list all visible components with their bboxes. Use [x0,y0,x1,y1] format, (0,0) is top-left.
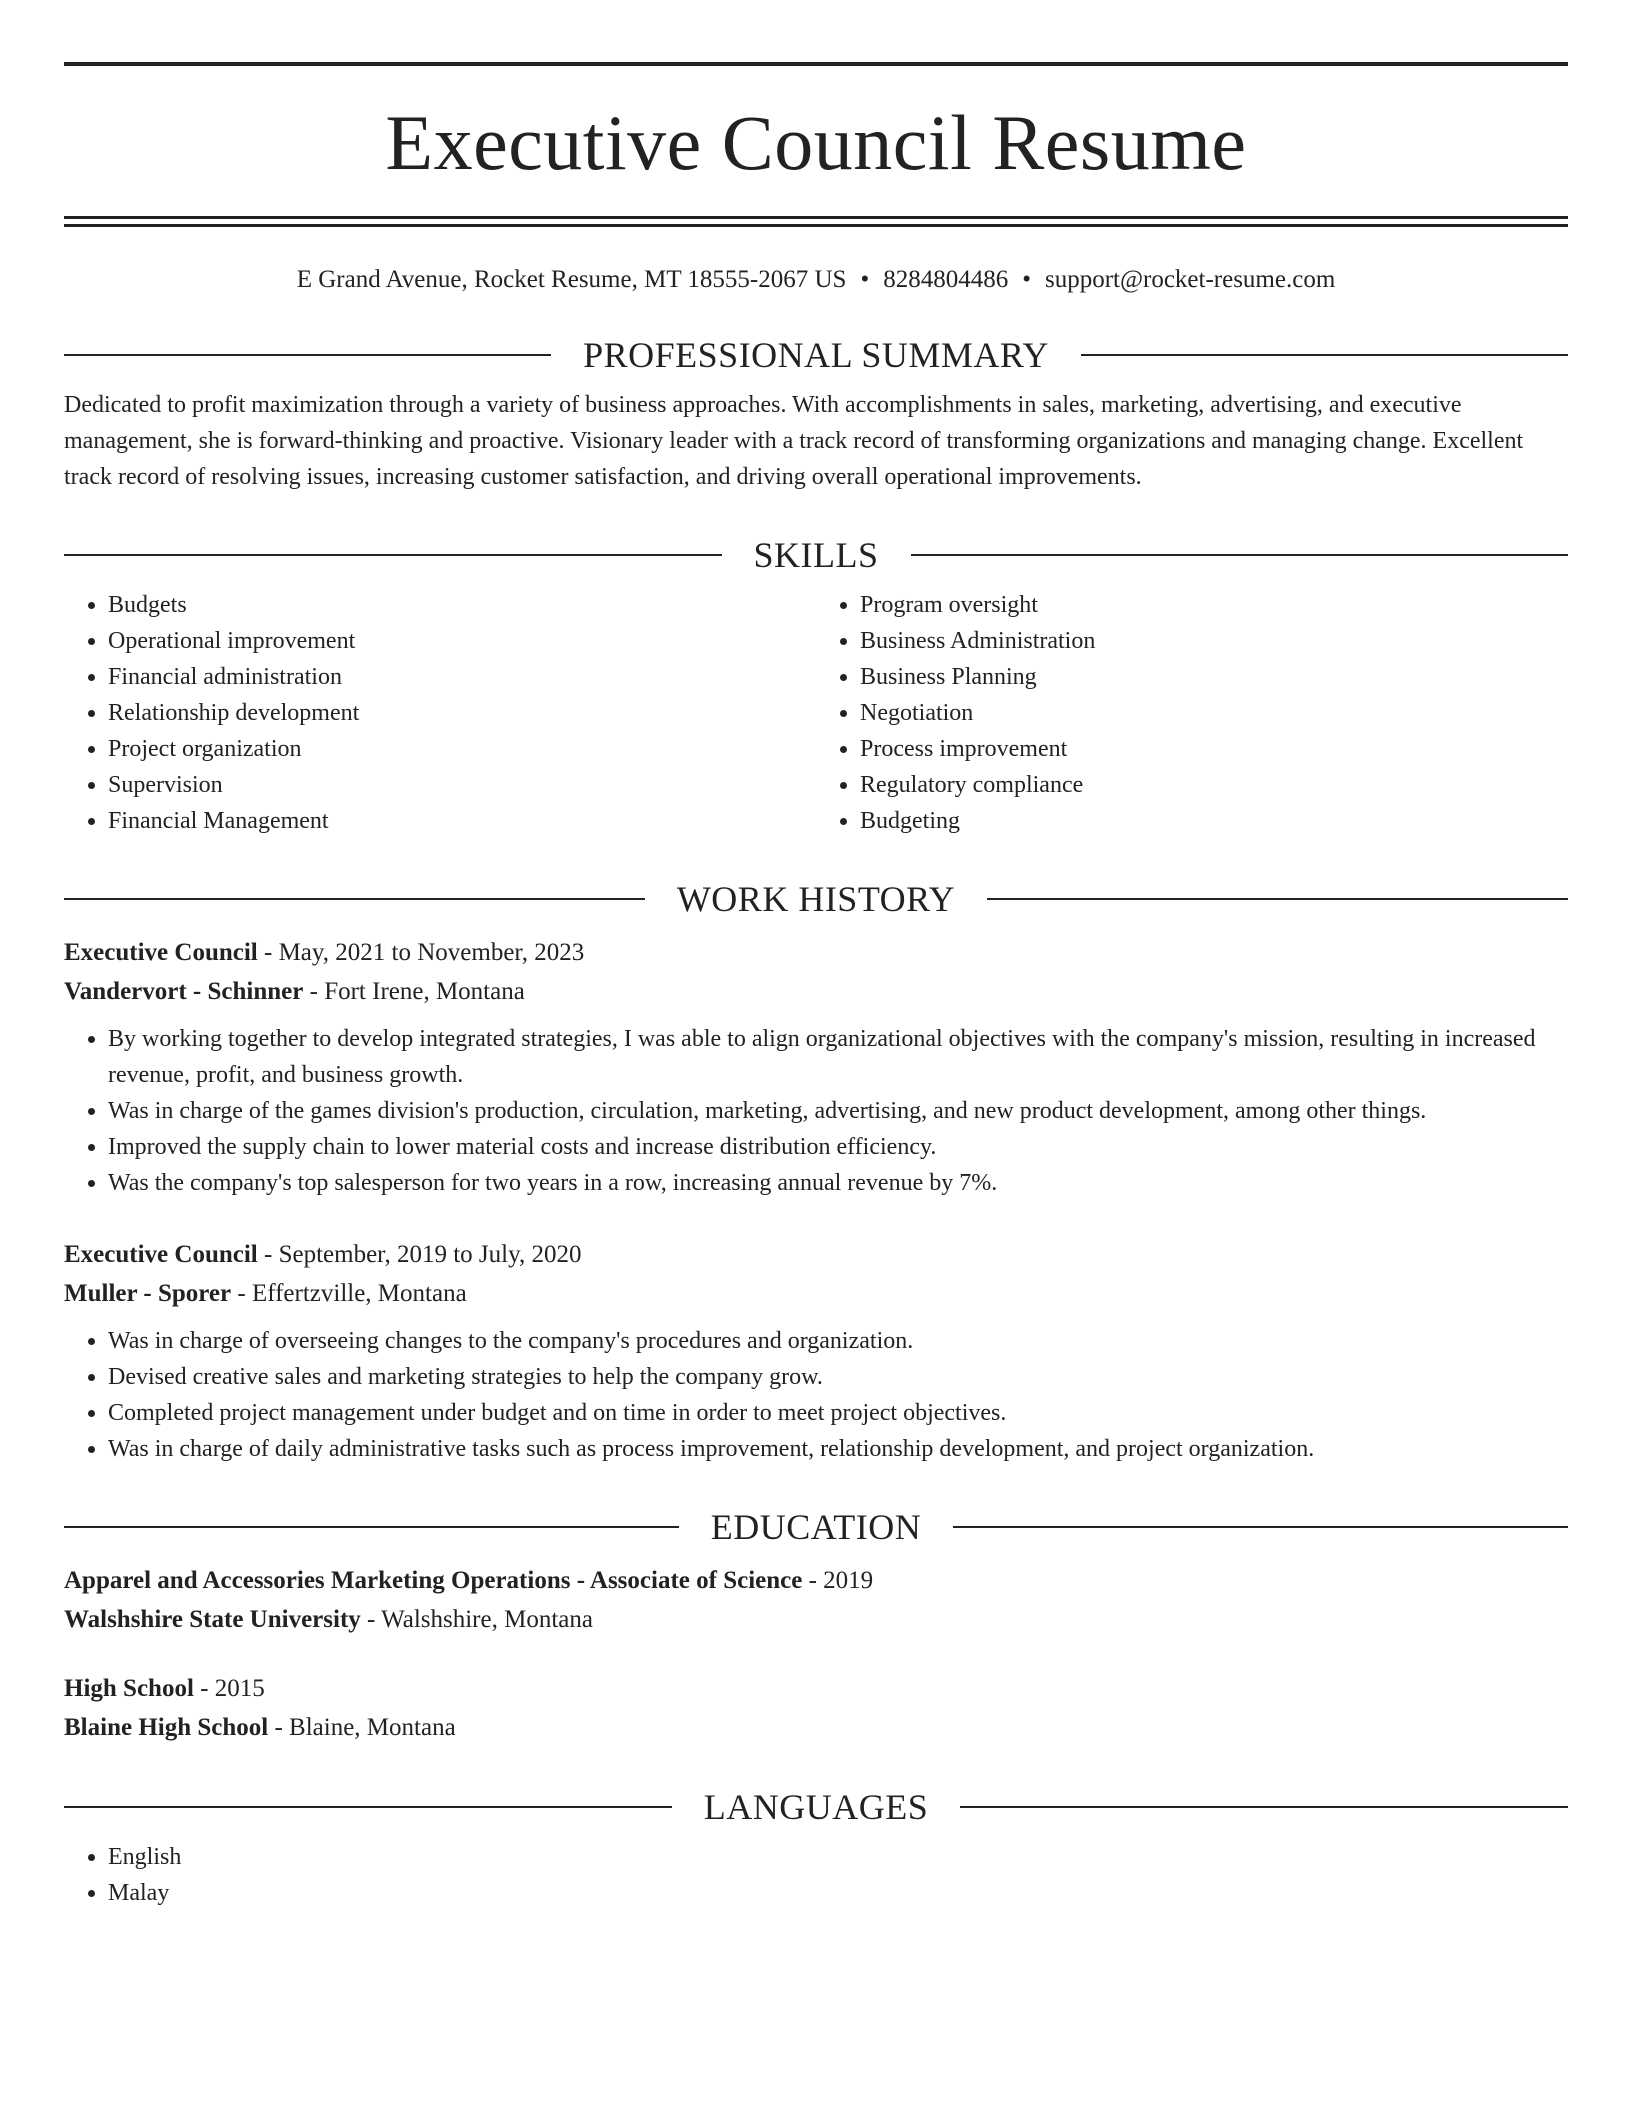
section-heading-work [64,881,1568,917]
heading-rule-left [64,898,645,900]
skill-item: • Financial administration [108,659,816,695]
contact-separator: • [860,266,870,293]
skill-item: • Business Administration [860,623,1568,659]
heading-rule-left [64,354,551,356]
job-title-line: Executive Council - May, 2021 to November, 2023 [64,939,585,966]
school-location: Walshshire, Montana [381,1606,593,1633]
job-bullet: • Was in charge of the games division's production, circulation, marketing, advertising, and new product development, among other things. [108,1093,1568,1129]
skill-item: • Regulatory compliance [860,767,1568,803]
school-line: Blaine High School - Blaine, Montana [64,1714,456,1741]
skill-item: • Budgeting [860,803,1568,839]
job-entry [64,933,1568,1201]
language-item: • Malay [108,1875,1568,1911]
job-location: Effertzville, Montana [251,1280,467,1307]
skill-item: • Financial Management [108,803,816,839]
job-entry [64,1235,1568,1467]
degree-line: Apparel and Accessories Marketing Operations - Associate of Science - 2019 [64,1567,874,1594]
section-heading-languages [64,1789,1568,1825]
job-bullet: • Improved the supply chain to lower material costs and increase distribution efficiency. [108,1129,1568,1165]
contact-line [64,265,1568,295]
heading-rule-right [987,898,1568,900]
education-entry [64,1669,1568,1747]
job-title: Executive Council [64,939,258,966]
degree-line: High School - 2015 [64,1675,265,1702]
job-bullet: • Devised creative sales and marketing strategies to help the company grow. [108,1359,1568,1395]
school-line: Walshshire State University - Walshshire, Montana [64,1606,593,1633]
skill-item: • Supervision [108,767,816,803]
top-rule [64,62,1568,66]
school-name: Blaine High School [64,1714,269,1741]
heading-rule-right [953,1526,1568,1528]
section-title: LANGUAGES [703,1787,929,1827]
job-location: Fort Irene, Montana [324,978,525,1005]
skill-item: • Process improvement [860,731,1568,767]
skill-item: • Relationship development [108,695,816,731]
degree-name: High School [64,1675,194,1702]
heading-rule-right [1081,354,1568,356]
job-bullets [64,1323,1568,1467]
school-location: Blaine, Montana [289,1714,456,1741]
contact-email: support@rocket-resume.com [1044,266,1336,293]
job-title-line: Executive Council - September, 2019 to July, 2020 [64,1241,582,1268]
heading-rule-left [64,554,722,556]
contact-phone: 8284804486 [883,266,1009,293]
section-title: PROFESSIONAL SUMMARY [583,335,1049,375]
skill-item: • Operational improvement [108,623,816,659]
degree-year: 2015 [214,1675,265,1702]
skill-item: • Project organization [108,731,816,767]
degree-year: 2019 [823,1567,874,1594]
heading-rule-left [64,1806,672,1808]
job-bullets [64,1021,1568,1201]
resume-title: Executive Council Resume [385,99,1247,186]
summary-text: Dedicated to profit maximization through a variety of business approaches. With accomplishments in sales, marketing, advertising, and executive management, she is forward-thinking and proactive. Visionary leader with a track record of transforming organizations and managing change. Excellent track record of resolving issues, increasing customer satisfaction, and driving overall operational improvements. [64,392,1524,490]
job-bullet: • By working together to develop integrated strategies, I was able to align organizational objectives with the company's mission, resulting in increased revenue, profit, and business growth. [108,1021,1568,1093]
job-company-line: Muller - Sporer - Effertzville, Montana [64,1280,467,1307]
job-bullet: • Was the company's top salesperson for two years in a row, increasing annual revenue by 7%. [108,1165,1568,1201]
skill-item: • Budgets [108,587,816,623]
section-heading-summary [64,337,1568,373]
skill-item: • Business Planning [860,659,1568,695]
section-title: SKILLS [753,535,879,575]
section-heading-skills [64,537,1568,573]
heading-rule-left [64,1526,679,1528]
heading-rule-right [911,554,1569,556]
language-item: • English [108,1839,1568,1875]
job-dates: May, 2021 to November, 2023 [278,939,585,966]
job-dates: September, 2019 to July, 2020 [278,1241,582,1268]
job-bullet: • Completed project management under budget and on time in order to meet project objectives. [108,1395,1568,1431]
skills-list-right [816,587,1568,839]
skills-grid [64,587,1568,839]
job-title: Executive Council [64,1241,258,1268]
contact-separator: • [1022,266,1031,293]
heading-rule-right [960,1806,1568,1808]
school-name: Walshshire State University [64,1606,361,1633]
job-company-line: Vandervort - Schinner - Fort Irene, Montana [64,978,525,1005]
section-title: EDUCATION [710,1507,922,1547]
job-company: Vandervort - Schinner [64,978,304,1005]
skills-list-left [64,587,816,839]
section-title: WORK HISTORY [676,879,956,919]
section-heading-education [64,1509,1568,1545]
job-bullet: • Was in charge of overseeing changes to the company's procedures and organization. [108,1323,1568,1359]
job-bullet: • Was in charge of daily administrative tasks such as process improvement, relationship development, and project organization. [108,1431,1568,1467]
skill-item: • Program oversight [860,587,1568,623]
title-double-rule [64,216,1568,227]
skill-item: • Negotiation [860,695,1568,731]
education-entry [64,1561,1568,1639]
contact-address: E Grand Avenue, Rocket Resume, MT 18555-2067 US [296,266,847,293]
job-company: Muller - Sporer [64,1280,232,1307]
languages-list [64,1839,1568,1911]
degree-name: Apparel and Accessories Marketing Operations - Associate of Science [64,1567,803,1594]
